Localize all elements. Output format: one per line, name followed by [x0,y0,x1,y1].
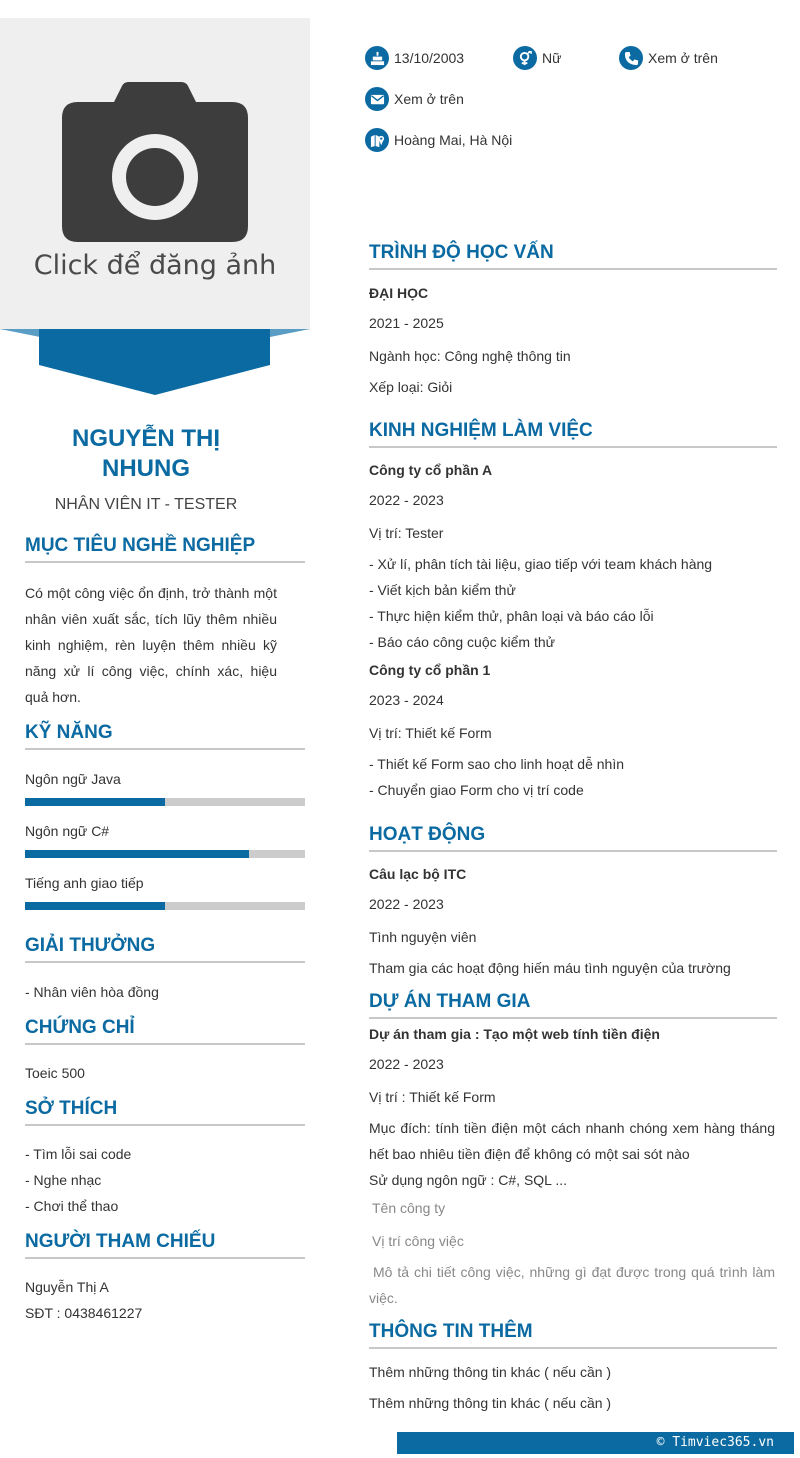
awards-heading: GIẢI THƯỞNG [25,935,305,963]
certificate-item: Toeic 500 [25,1065,85,1081]
gender-icon [513,46,537,70]
job-position: Vị trí: Thiết kế Form [369,725,492,741]
job-period: 2023 - 2024 [369,692,444,708]
skill-bar-fill [25,798,165,806]
job-company: Công ty cổ phần 1 [369,662,491,678]
education-period: 2021 - 2025 [369,315,444,331]
skill-bar [25,902,305,910]
project-name: Dự án tham gia : Tạo một web tính tiền điện [369,1026,660,1042]
candidate-job-title: NHÂN VIÊN IT - TESTER [54,496,238,513]
job-task: - Thực hiện kiểm thử, phân loại và báo cáo lỗi [369,608,654,624]
hobby-item: - Tìm lỗi sai code [25,1146,132,1162]
footer-watermark: © Timviec365.vn [397,1432,794,1454]
camera-icon [62,82,248,242]
job-task: - Viết kịch bản kiểm thử [369,582,516,598]
project-languages: Sử dụng ngôn ngữ : C#, SQL ... [369,1172,568,1188]
hobby-item: - Chơi thể thao [25,1198,119,1214]
map-pin-icon [365,128,389,152]
skill-bar-fill [25,850,249,858]
activity-org: Câu lạc bộ ITC [369,866,467,882]
certificates-heading: CHỨNG CHỈ [25,1017,305,1045]
project-company-placeholder[interactable]: Tên công ty [372,1200,446,1216]
birthday-info [365,46,464,70]
objective-heading: MỤC TIÊU NGHỀ NGHIỆP [25,535,305,563]
award-item: - Nhân viên hòa đồng [25,984,159,1000]
gender-value: Nữ [542,50,562,66]
skill-label: Tiếng anh giao tiếp [25,875,144,891]
job-task: - Chuyển giao Form cho vị trí code [369,782,584,798]
skill-bar [25,850,305,858]
additional-item: Thêm những thông tin khác ( nếu cần ) [369,1364,612,1380]
additional-item: Thêm những thông tin khác ( nếu cần ) [369,1395,612,1411]
objective-text: Có một công việc ổn định, trở thành một nhân viên xuất sắc, tích lũy thêm nhiều kinh nghiệm, rèn luyện thêm nhiều kỹ năng xử lí công việc, chính xác, hiệu quả hơn. [25,585,277,705]
job-period: 2022 - 2023 [369,492,444,508]
email-icon [365,87,389,111]
reference-item: Nguyễn Thị A [25,1279,109,1295]
skill-bar-fill [25,902,165,910]
education-major: Ngành học: Công nghệ thông tin [369,348,571,364]
job-task: - Báo cáo công cuộc kiểm thử [369,634,556,650]
projects-heading: DỰ ÁN THAM GIA [369,991,777,1019]
phone-info [619,46,718,70]
email-info [365,87,464,111]
activity-period: 2022 - 2023 [369,896,444,912]
phone-value: Xem ở trên [648,50,718,66]
project-position: Vị trí : Thiết kế Form [369,1089,496,1105]
photo-upload[interactable] [0,18,310,330]
job-position: Vị trí: Tester [369,525,444,541]
photo-upload-label: Click để đăng ảnh [33,250,277,281]
cake-icon [365,46,389,70]
project-description-placeholder[interactable]: Mô tả chi tiết công việc, những gì đạt được trong quá trình làm việc. [369,1264,775,1306]
activity-description: Tham gia các hoạt động hiến máu tình nguyện của trường [369,960,731,976]
additional-heading: THÔNG TIN THÊM [369,1321,777,1349]
references-heading: NGƯỜI THAM CHIẾU [25,1231,305,1259]
reference-item: SĐT : 0438461227 [25,1305,143,1321]
project-purpose: Mục đích: tính tiền điện một cách nhanh chóng xem hàng tháng hết bao nhiêu tiền điện để không có một sai sót nào [369,1120,775,1162]
skill-bar [25,798,305,806]
candidate-name: NGUYỄN THỊ NHUNG [71,425,220,482]
activity-role: Tình nguyện viên [369,929,477,945]
job-task: - Thiết kế Form sao cho linh hoạt dễ nhìn [369,756,624,772]
job-task: - Xử lí, phân tích tài liệu, giao tiếp với team khách hàng [369,556,713,572]
skills-heading: KỸ NĂNG [25,722,305,750]
birthday-value: 13/10/2003 [394,50,465,66]
photo-ribbon [0,329,310,397]
email-value: Xem ở trên [394,91,464,107]
hobbies-heading: SỞ THÍCH [25,1098,305,1126]
education-heading: TRÌNH ĐỘ HỌC VẤN [369,242,777,270]
gender-info [513,46,561,70]
hobby-item: - Nghe nhạc [25,1172,102,1188]
activities-heading: HOẠT ĐỘNG [369,824,777,852]
left-column [0,0,320,1458]
education-grade: Xếp loại: Giỏi [369,379,453,395]
job-company: Công ty cổ phần A [369,462,493,478]
project-period: 2022 - 2023 [369,1056,444,1072]
skill-label: Ngôn ngữ C# [25,823,110,839]
skill-label: Ngôn ngữ Java [25,771,121,787]
address-info [365,128,512,152]
experience-heading: KINH NGHIỆM LÀM VIỆC [369,420,777,448]
education-school: ĐẠI HỌC [369,285,429,301]
address-value: Hoàng Mai, Hà Nội [394,132,513,148]
phone-icon [619,46,643,70]
project-position-placeholder[interactable]: Vị trí công việc [372,1233,464,1249]
